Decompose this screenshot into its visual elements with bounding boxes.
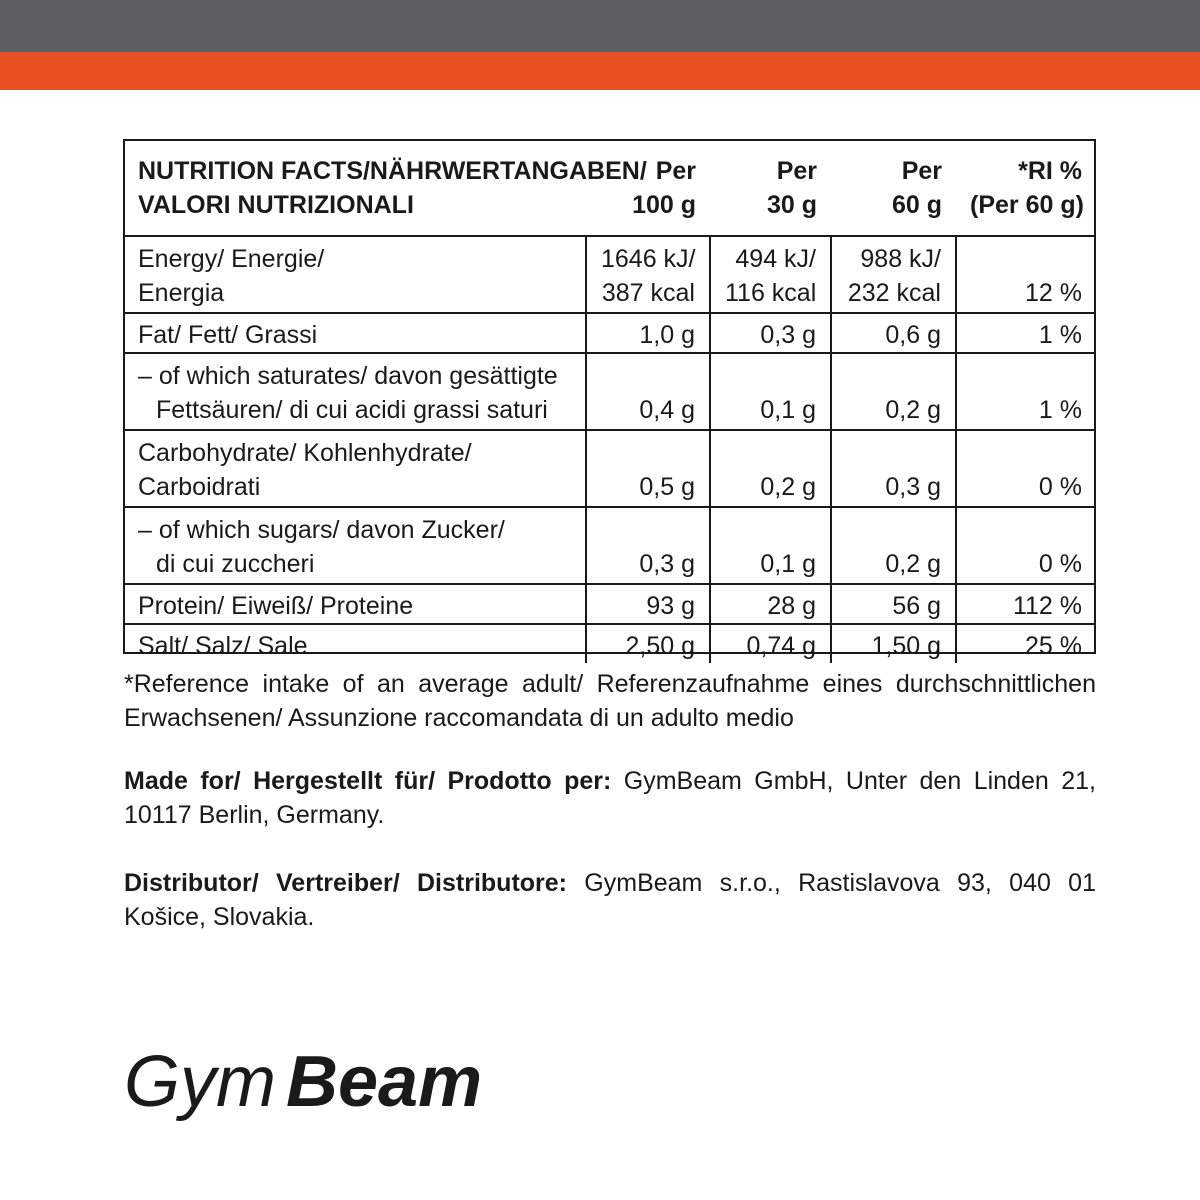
distributor-label: Distributor/ Vertreiber/ Distributore: [124, 869, 567, 897]
gymbeam-logo [124, 1038, 524, 1138]
value-per-60g: 56 g [831, 584, 956, 624]
header-ri: *RI % (Per 60 g) [956, 139, 1096, 236]
value-per-30g: 0,2 g [710, 430, 831, 507]
value-ri: 0 % [956, 507, 1096, 584]
row-label: Protein/ Eiweiß/ Proteine [123, 584, 586, 624]
distributor-address: GymBeam s.r.o., Rastislavova 93, 040 01 Košice, Slovakia. [124, 869, 1096, 931]
value-per-30g: 0,1 g [710, 507, 831, 584]
logo-text-gym: Gym [124, 1042, 276, 1122]
table-row-sugars [123, 507, 1096, 584]
top-accent-bar [0, 52, 1200, 90]
value-per-60g: 0,2 g [831, 353, 956, 430]
value-per-100g: 0,4 g [586, 353, 710, 430]
made-for-paragraph [124, 764, 1096, 832]
table-row-salt [123, 624, 1096, 663]
top-gray-bar [0, 0, 1200, 52]
value-per-60g: 0,3 g [831, 430, 956, 507]
header-per-30g: Per 30 g [710, 139, 831, 236]
row-label: Energy/ Energie/ Energia [123, 236, 586, 313]
value-per-60g: 0,6 g [831, 313, 956, 353]
value-per-30g: 0,1 g [710, 353, 831, 430]
value-per-30g: 494 kJ/ 116 kcal [710, 236, 831, 313]
row-label: – of which sugars/ davon Zucker/ di cui zuccheri [123, 507, 586, 584]
made-for-label: Made for/ Hergestellt für/ Prodotto per: [124, 767, 612, 795]
value-per-100g: 1,0 g [586, 313, 710, 353]
value-ri: 112 % [956, 584, 1096, 624]
value-per-100g: 2,50 g [586, 624, 710, 663]
table-row-energy [123, 236, 1096, 313]
made-for-address: GymBeam GmbH, Unter den Linden 21, 10117 Berlin, Germany. [124, 767, 1096, 829]
value-per-30g: 28 g [710, 584, 831, 624]
row-label: Carbohydrate/ Kohlenhydrate/ Carboidrati [123, 430, 586, 507]
value-ri: 0 % [956, 430, 1096, 507]
table-row-protein [123, 584, 1096, 624]
value-per-60g: 0,2 g [831, 507, 956, 584]
table-header-row [123, 139, 1096, 236]
value-per-100g: 0,3 g [586, 507, 710, 584]
table-row-saturates [123, 353, 1096, 430]
value-per-30g: 0,74 g [710, 624, 831, 663]
reference-intake-footnote: *Reference intake of an average adult/ Referenzaufnahme eines durchschnittlichen Erwachsenen/ Assunzione raccomandata di un adulto medio [124, 670, 1096, 732]
header-per-60g: Per 60 g [831, 139, 956, 236]
value-ri: 1 % [956, 353, 1096, 430]
nutrition-table [123, 139, 1096, 663]
value-per-100g: 1646 kJ/ 387 kcal [586, 236, 710, 313]
row-label: – of which saturates/ davon gesättigte Fettsäuren/ di cui acidi grassi saturi [123, 353, 586, 430]
logo-text-beam: Beam [286, 1042, 483, 1122]
value-per-100g: 93 g [586, 584, 710, 624]
value-per-30g: 0,3 g [710, 313, 831, 353]
value-ri: 12 % [956, 236, 1096, 313]
distributor-paragraph [124, 866, 1096, 934]
value-ri: 25 % [956, 624, 1096, 663]
row-label: Salt/ Salz/ Sale [123, 624, 586, 663]
value-per-100g: 0,5 g [586, 430, 710, 507]
row-label: Fat/ Fett/ Grassi [123, 313, 586, 353]
header-label: NUTRITION FACTS/NÄHRWERTANGABEN/ VALORI NUTRIZIONALI [123, 139, 586, 236]
value-per-60g: 1,50 g [831, 624, 956, 663]
table-row-carbohydrate [123, 430, 1096, 507]
value-per-60g: 988 kJ/ 232 kcal [831, 236, 956, 313]
value-ri: 1 % [956, 313, 1096, 353]
header-per-100g: Per 100 g [586, 139, 710, 236]
table-row-fat [123, 313, 1096, 353]
